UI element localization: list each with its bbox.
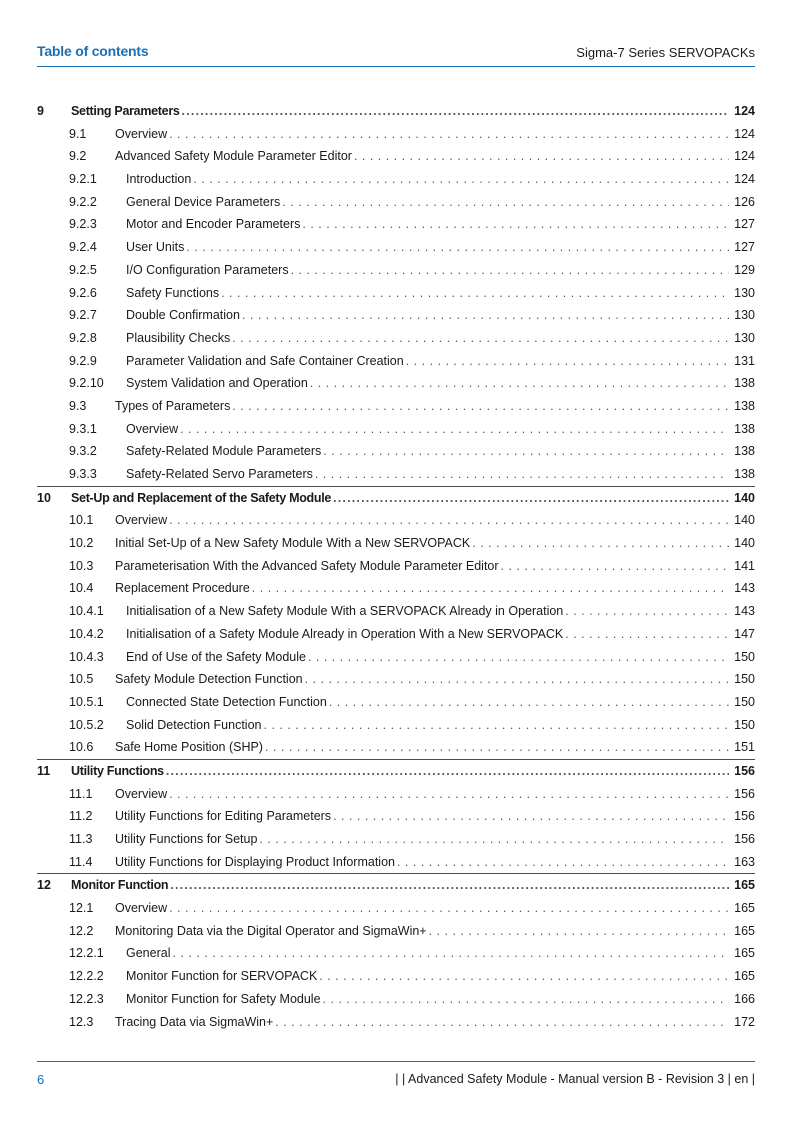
toc-entry-page: 131 <box>734 353 755 368</box>
toc-entry-title: Initialisation of a Safety Module Already in Operation With a New SERVOPACK <box>126 626 564 641</box>
toc-entry-number: 12.2.3 <box>69 991 104 1006</box>
toc-entry-title: Introduction <box>126 172 192 187</box>
toc-entry-page: 140 <box>734 513 755 528</box>
toc-dot-leader <box>333 487 729 510</box>
toc-entry-title: Double Confirmation <box>126 308 240 323</box>
toc-dot-leader <box>323 988 729 1011</box>
toc-entry-number: 9.2.8 <box>69 330 97 345</box>
toc-dot-leader <box>323 440 729 463</box>
toc-dot-leader <box>242 304 729 327</box>
toc-entry[interactable] <box>37 897 755 920</box>
toc-entry-page: 127 <box>734 240 755 255</box>
toc-entry-number: 9.2.9 <box>69 353 97 368</box>
toc-dot-leader <box>232 395 729 418</box>
toc-entry-page: 130 <box>734 308 755 323</box>
toc-entry-page: 163 <box>734 854 755 869</box>
toc-entry-title: I/O Configuration Parameters <box>126 262 289 277</box>
toc-entry-title: Tracing Data via SigmaWin+ <box>115 1014 274 1029</box>
toc-entry[interactable] <box>37 555 755 578</box>
page-footer <box>37 1061 755 1090</box>
toc-entry-title: Safety-Related Servo Parameters <box>126 467 313 481</box>
toc-entry-number: 9.3.2 <box>69 444 97 459</box>
toc-dot-leader <box>429 920 729 943</box>
toc-entry-number: 9.3 <box>69 398 87 413</box>
toc-dot-leader <box>319 965 729 988</box>
toc-entry[interactable] <box>37 759 755 783</box>
toc-entry-page: 156 <box>734 809 755 824</box>
toc-entry-number: 11 <box>37 763 51 778</box>
toc-dot-leader <box>170 874 729 897</box>
toc-dot-leader <box>252 577 729 600</box>
footer-document-info: | | Advanced Safety Module - Manual version B - Revision 3 | en | <box>395 1072 755 1086</box>
toc-entry-title: Safety-Related Module Parameters <box>126 444 322 459</box>
toc-entry-number: 10.6 <box>69 740 94 755</box>
toc-entry-page: 124 <box>734 149 755 164</box>
toc-entry-number: 12 <box>37 878 51 893</box>
toc-entry-title: Monitor Function for SERVOPACK <box>126 969 318 984</box>
toc-entry[interactable] <box>37 282 755 305</box>
toc-entry-number: 9.3.1 <box>69 421 97 436</box>
toc-entry-page: 129 <box>734 262 755 277</box>
toc-dot-leader <box>397 851 729 874</box>
toc-entry-page: 130 <box>734 285 755 300</box>
toc-entry-number: 12.2 <box>69 923 94 938</box>
toc-entry-number: 12.3 <box>69 1014 94 1029</box>
toc-entry-page: 138 <box>734 376 755 391</box>
toc-entry[interactable] <box>37 259 755 282</box>
toc-entry-title: Safety Functions <box>126 285 220 300</box>
toc-entry[interactable] <box>37 304 755 327</box>
page-number: 6 <box>37 1072 45 1087</box>
toc-entry[interactable] <box>37 395 755 418</box>
toc-dot-leader <box>169 783 729 806</box>
toc-entry-title: Safe Home Position (SHP) <box>115 740 263 755</box>
toc-entry[interactable] <box>37 714 755 737</box>
toc-entry-number: 9.2.10 <box>69 376 104 391</box>
toc-entry-number: 11.4 <box>69 854 93 869</box>
toc-entry-number: 10.3 <box>69 558 94 573</box>
toc-entry-title: Plausibility Checks <box>126 330 231 345</box>
toc-entry[interactable] <box>37 828 755 851</box>
toc-dot-leader <box>310 372 729 395</box>
toc-entry-page: 130 <box>734 330 755 345</box>
toc-dot-leader <box>333 805 729 828</box>
toc-entry-title: Monitor Function <box>71 878 169 893</box>
toc-dot-leader <box>354 145 729 168</box>
toc-entry-title: Utility Functions <box>71 763 164 778</box>
toc-entry-page: 138 <box>734 467 755 481</box>
toc-entry[interactable] <box>37 440 755 463</box>
toc-entry-number: 12.2.1 <box>69 946 104 961</box>
toc-dot-leader <box>308 646 729 669</box>
toc-entry-number: 9.2.1 <box>69 172 97 187</box>
toc-entry[interactable] <box>37 509 755 532</box>
toc-entry-title: Overview <box>115 786 168 801</box>
toc-entry-number: 10.5.1 <box>69 694 104 709</box>
toc-entry-page: 143 <box>734 604 755 619</box>
toc-entry-page: 150 <box>734 694 755 709</box>
toc-entry-page: 165 <box>734 923 755 938</box>
toc-entry-title: Initial Set-Up of a New Safety Module With a New SERVOPACK <box>115 536 471 551</box>
toc-entry-page: 143 <box>734 581 755 596</box>
toc-entry[interactable] <box>37 851 755 874</box>
toc-entry-title: Overview <box>126 421 179 436</box>
toc-entry-title: Types of Parameters <box>115 398 231 413</box>
toc-entry-number: 9.2.7 <box>69 308 97 323</box>
toc-entry[interactable] <box>37 988 755 1011</box>
toc-entry[interactable] <box>37 668 755 691</box>
toc-entry[interactable] <box>37 920 755 943</box>
toc-entry[interactable] <box>37 577 755 600</box>
toc-entry[interactable] <box>37 942 755 965</box>
toc-entry[interactable] <box>37 327 755 350</box>
toc-entry-page: 126 <box>734 194 755 209</box>
toc-dot-leader <box>221 282 729 305</box>
toc-entry-title: Replacement Procedure <box>115 581 250 596</box>
toc-entry-number: 10.1 <box>69 513 94 528</box>
toc-entry-page: 141 <box>734 558 755 573</box>
toc-entry-number: 9.2.3 <box>69 217 97 232</box>
toc-entry-title: Setting Parameters <box>71 104 180 118</box>
toc-dot-leader <box>186 236 729 259</box>
toc-dot-leader <box>166 760 729 783</box>
toc-entry-number: 9.2 <box>69 149 87 164</box>
toc-entry-page: 140 <box>734 490 755 505</box>
toc-dot-leader <box>315 463 729 486</box>
toc-entry-page: 127 <box>734 217 755 232</box>
toc-dot-leader <box>565 623 729 646</box>
toc-dot-leader <box>472 532 729 555</box>
toc-entry[interactable] <box>37 646 755 669</box>
toc-entry[interactable] <box>37 1011 755 1034</box>
toc-entry[interactable] <box>37 965 755 988</box>
toc-entry-title: Parameter Validation and Safe Container Creation <box>126 353 404 368</box>
toc-entry[interactable] <box>37 532 755 555</box>
toc-entry[interactable] <box>37 123 755 146</box>
toc-entry[interactable] <box>37 418 755 441</box>
toc-entry[interactable] <box>37 168 755 191</box>
toc-entry-title: Monitoring Data via the Digital Operator and SigmaWin+ <box>115 923 427 938</box>
toc-entry-page: 165 <box>734 946 755 961</box>
toc-entry-page: 156 <box>734 832 755 846</box>
toc-dot-leader <box>302 213 729 236</box>
toc-entry-title: General <box>126 946 171 961</box>
toc-dot-leader <box>259 828 729 851</box>
toc-entry-number: 11.3 <box>69 832 93 846</box>
toc-entry-title: Connected State Detection Function <box>126 694 327 709</box>
toc-entry[interactable] <box>37 486 755 510</box>
toc-entry-title: Parameterisation With the Advanced Safety Module Parameter Editor <box>115 558 499 573</box>
toc-entry-page: 151 <box>734 740 755 755</box>
toc-entry-page: 138 <box>734 444 755 459</box>
toc-entry-title: Utility Functions for Editing Parameters <box>115 809 332 824</box>
toc-entry-title: Utility Functions for Setup <box>115 832 258 846</box>
toc-dot-leader <box>169 123 729 146</box>
toc-entry-title: User Units <box>126 240 185 255</box>
toc-entry-page: 156 <box>734 786 755 801</box>
toc-entry-page: 124 <box>734 126 755 141</box>
toc-entry[interactable] <box>37 213 755 236</box>
toc-entry-number: 9.2.6 <box>69 285 97 300</box>
toc-entry-number: 9.2.2 <box>69 194 97 209</box>
toc-entry-page: 165 <box>734 878 755 893</box>
toc-entry-number: 12.1 <box>69 901 94 916</box>
toc-entry-title: Safety Module Detection Function <box>115 672 303 687</box>
toc-entry-title: System Validation and Operation <box>126 376 308 391</box>
toc-dot-leader <box>264 714 730 737</box>
toc-entry-number: 9.3.3 <box>69 467 97 481</box>
toc-dot-leader <box>172 942 729 965</box>
toc-entry[interactable] <box>37 691 755 714</box>
toc-entry-page: 166 <box>734 991 755 1006</box>
toc-entry-page: 150 <box>734 672 755 687</box>
toc-entry-title: Motor and Encoder Parameters <box>126 217 301 232</box>
toc-entry-title: Overview <box>115 513 168 528</box>
toc-entry-page: 138 <box>734 398 755 413</box>
toc-entry[interactable] <box>37 236 755 259</box>
toc-entry[interactable] <box>37 736 755 759</box>
toc-entry-title: Overview <box>115 901 168 916</box>
toc-entry[interactable] <box>37 191 755 214</box>
toc-entry-title: End of Use of the Safety Module <box>126 649 306 664</box>
toc-entry[interactable] <box>37 600 755 623</box>
toc-entry-title: Utility Functions for Displaying Product Information <box>115 854 395 869</box>
toc-dot-leader <box>329 691 729 714</box>
toc-entry-page: 150 <box>734 649 755 664</box>
toc-dot-leader <box>275 1011 729 1034</box>
toc-entry[interactable] <box>37 350 755 373</box>
toc-entry-page: 147 <box>734 626 755 641</box>
toc-entry-page: 165 <box>734 901 755 916</box>
toc-dot-leader <box>182 100 729 123</box>
toc-entry-page: 172 <box>734 1014 755 1029</box>
toc-entry-number: 10.4.3 <box>69 649 104 664</box>
toc-dot-leader <box>501 555 729 578</box>
toc-entry[interactable] <box>37 873 755 897</box>
toc-dot-leader <box>232 327 729 350</box>
toc-dot-leader <box>169 509 729 532</box>
document-title: Sigma-7 Series SERVOPACKs <box>576 45 755 60</box>
toc-dot-leader <box>291 259 729 282</box>
toc-entry-number: 10.4.2 <box>69 626 104 641</box>
toc-entry-number: 10.4 <box>69 581 94 596</box>
toc-entry-number: 9.2.4 <box>69 240 97 255</box>
toc-dot-leader <box>193 168 729 191</box>
table-of-contents <box>37 100 755 1033</box>
toc-entry[interactable] <box>37 372 755 395</box>
toc-entry-title: Initialisation of a New Safety Module With a SERVOPACK Already in Operation <box>126 604 564 619</box>
toc-entry[interactable] <box>37 805 755 828</box>
toc-dot-leader <box>180 418 729 441</box>
toc-entry-number: 10.5 <box>69 672 94 687</box>
toc-entry-number: 10.2 <box>69 536 94 551</box>
toc-entry-number: 11.2 <box>69 809 93 824</box>
toc-dot-leader <box>282 191 729 214</box>
toc-entry-title: Set-Up and Replacement of the Safety Module <box>71 490 332 505</box>
toc-dot-leader <box>406 350 729 373</box>
toc-entry-number: 9.2.5 <box>69 262 97 277</box>
toc-entry-page: 124 <box>734 104 755 118</box>
toc-entry-number: 11.1 <box>69 786 93 801</box>
section-title: Table of contents <box>37 43 149 59</box>
toc-entry[interactable] <box>37 623 755 646</box>
toc-entry-page: 124 <box>734 172 755 187</box>
toc-entry-title: Overview <box>115 126 168 141</box>
toc-dot-leader <box>265 736 729 759</box>
toc-entry[interactable] <box>37 145 755 168</box>
toc-entry[interactable] <box>37 783 755 806</box>
toc-dot-leader <box>305 668 729 691</box>
toc-entry-page: 150 <box>734 717 755 732</box>
toc-entry-number: 10 <box>37 490 51 505</box>
toc-entry-title: Advanced Safety Module Parameter Editor <box>115 149 352 164</box>
toc-entry-number: 12.2.2 <box>69 969 104 984</box>
toc-entry-title: Monitor Function for Safety Module <box>126 991 321 1006</box>
toc-dot-leader <box>565 600 729 623</box>
toc-entry-title: General Device Parameters <box>126 194 281 209</box>
toc-entry[interactable] <box>37 100 755 123</box>
toc-entry-number: 10.5.2 <box>69 717 104 732</box>
toc-entry-number: 9 <box>37 104 44 118</box>
toc-entry-number: 9.1 <box>69 126 87 141</box>
toc-entry[interactable] <box>37 463 755 486</box>
toc-entry-page: 165 <box>734 969 755 984</box>
toc-entry-page: 156 <box>734 763 755 778</box>
toc-entry-page: 138 <box>734 421 755 436</box>
toc-dot-leader <box>169 897 729 920</box>
toc-entry-page: 140 <box>734 536 755 551</box>
page-header <box>37 40 755 67</box>
toc-entry-title: Solid Detection Function <box>126 717 262 732</box>
toc-entry-number: 10.4.1 <box>69 604 104 619</box>
